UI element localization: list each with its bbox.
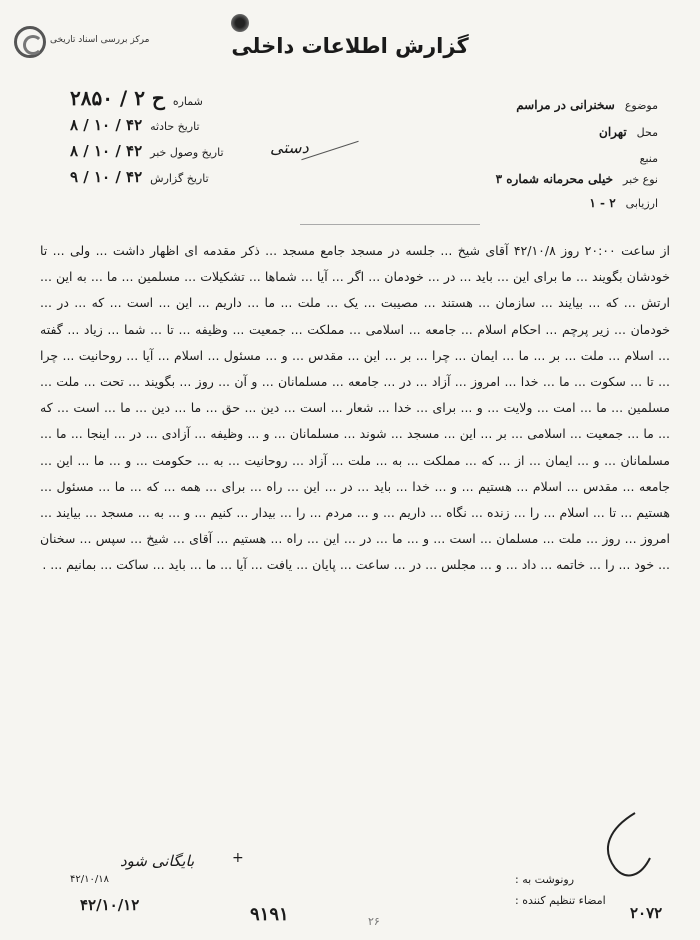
field-subject: موضوع سخنرانی در مراسم (516, 98, 658, 112)
handwritten-date: ۴۲/۱۰/۱۲ (80, 896, 140, 914)
scribble-stroke (301, 141, 358, 160)
field-incident-date: تاریخ حادثه ۸ / ۱۰ / ۴۲ (70, 116, 200, 134)
handwritten-note: بایگانی شود (120, 852, 195, 870)
field-news-type: نوع خبر خیلی محرمانه شماره ۳ (495, 172, 658, 186)
page-number: ۲۶ (368, 915, 380, 928)
handwritten-number: ۹۱۹۱ (250, 904, 289, 925)
handwritten-subnote: ۴۲/۱۰/۱۸ (70, 874, 109, 885)
logo-text: مرکز بررسی اسناد تاریخی (50, 35, 150, 45)
report-title: گزارش اطلاعات داخلی (231, 34, 469, 58)
field-report-date: تاریخ گزارش ۹ / ۱۰ / ۴۲ (70, 168, 209, 186)
plus-mark: + (232, 850, 244, 866)
field-received-date: تاریخ وصول خبر ۸ / ۱۰ / ۴۲ (70, 142, 224, 160)
copy-to-label: رونوشت به : (515, 873, 575, 886)
reporter-label: امضاء تنظیم کننده : (515, 894, 606, 907)
report-fields-left (0, 0, 270, 200)
field-location: محل تهران (599, 125, 658, 139)
field-number: شماره ۲۸۵۰ / ح ۲ (70, 86, 203, 110)
distribution-line (300, 206, 480, 225)
field-evaluation: ارزیابی ۲ - ۱ (589, 196, 658, 210)
body-paragraph: از ساعت ۲۰:۰۰ روز ۴۲/۱۰/۸ آقای شیخ ... جلسه در مسجد جامع مسجد ... ذکر مقدمه ای اظهار داشت ... ولی ... تا خودشان بگویند ... ما برای این ... باید ... در ... خودمان ... اگر ... آیا ... شماها ... تشکیلات ... مسلمین ... ما ... به این ... ارتش ... که ... بیایند ... سازمان ... هستند ... مصیبت ... یک ... ملت ... ما ... داریم ... این ... است ... که ... در ... خودمان ... زیر پرچم ... احکام اسلام ... جامعه ... اسلامی ... مملکت ... جمعیت ... وظیفه ... تا ... شما ... زیاد ... گفته ... اسلام ... ملت ... بر ... ما ... ایمان ... چرا ... بر ... این ... مقدس ... و ... مسئول ... اسلام ... آیا ... روحانیت ... چرا ... تا ... سکوت ... ما ... خدا ... امروز ... آزاد ... در ... جامعه ... مسلمانان ... و آن ... روز ... بگویند ... تحت ... ملت ... مسلمین ... ما ... امت ... ولایت ... و ... برای ... خدا ... شعار ... است ... دین ... حق ... ما ... دین ... ما ... است ... که ... ما ... جمعیت ... اسلامی ... بر ... این ... مسجد ... شوند ... مسلمانان ... و ... وظیفه ... آزادی ... در ... اینجا ... ما ... مسلمانان ... و ... ایمان ... از ... که ... مملکت ... به ... ملت ... آزاد ... روحانیت ... به ... حکومت ... و ... ما ... این ... جامعه ... مقدس ... اسلام ... هستیم ... و ... خدا ... باید ... در ... این ... راه ... برای ... همه ... که ... ما ... مسئول ... هستیم ... تا ... اسلام ... را ... زنده ... نگاه ... داریم ... و ... مردم ... را ... بیدار ... کنیم ... و ... به ... مسجد ... بیایند ... امروز ... روز ... ملت ... مسلمان ... است ... و ... ما ... در ... این ... راه ... هستیم ... آقای ... شیخ ... سپس ... سخنان ... خود ... را ... خاتمه ... داد ... و ... مجلس ... در ... ساعت ... پایان ... یافت ... آیا ... ما ... باید ... ساکت ... بمانیم ... . (40, 243, 670, 573)
report-body (40, 238, 670, 838)
report-fields-right (398, 0, 658, 230)
corner-number: ۲۰۷۲ (630, 904, 663, 922)
field-source: منبع (639, 152, 658, 165)
margin-scribble: دستی (270, 138, 309, 157)
